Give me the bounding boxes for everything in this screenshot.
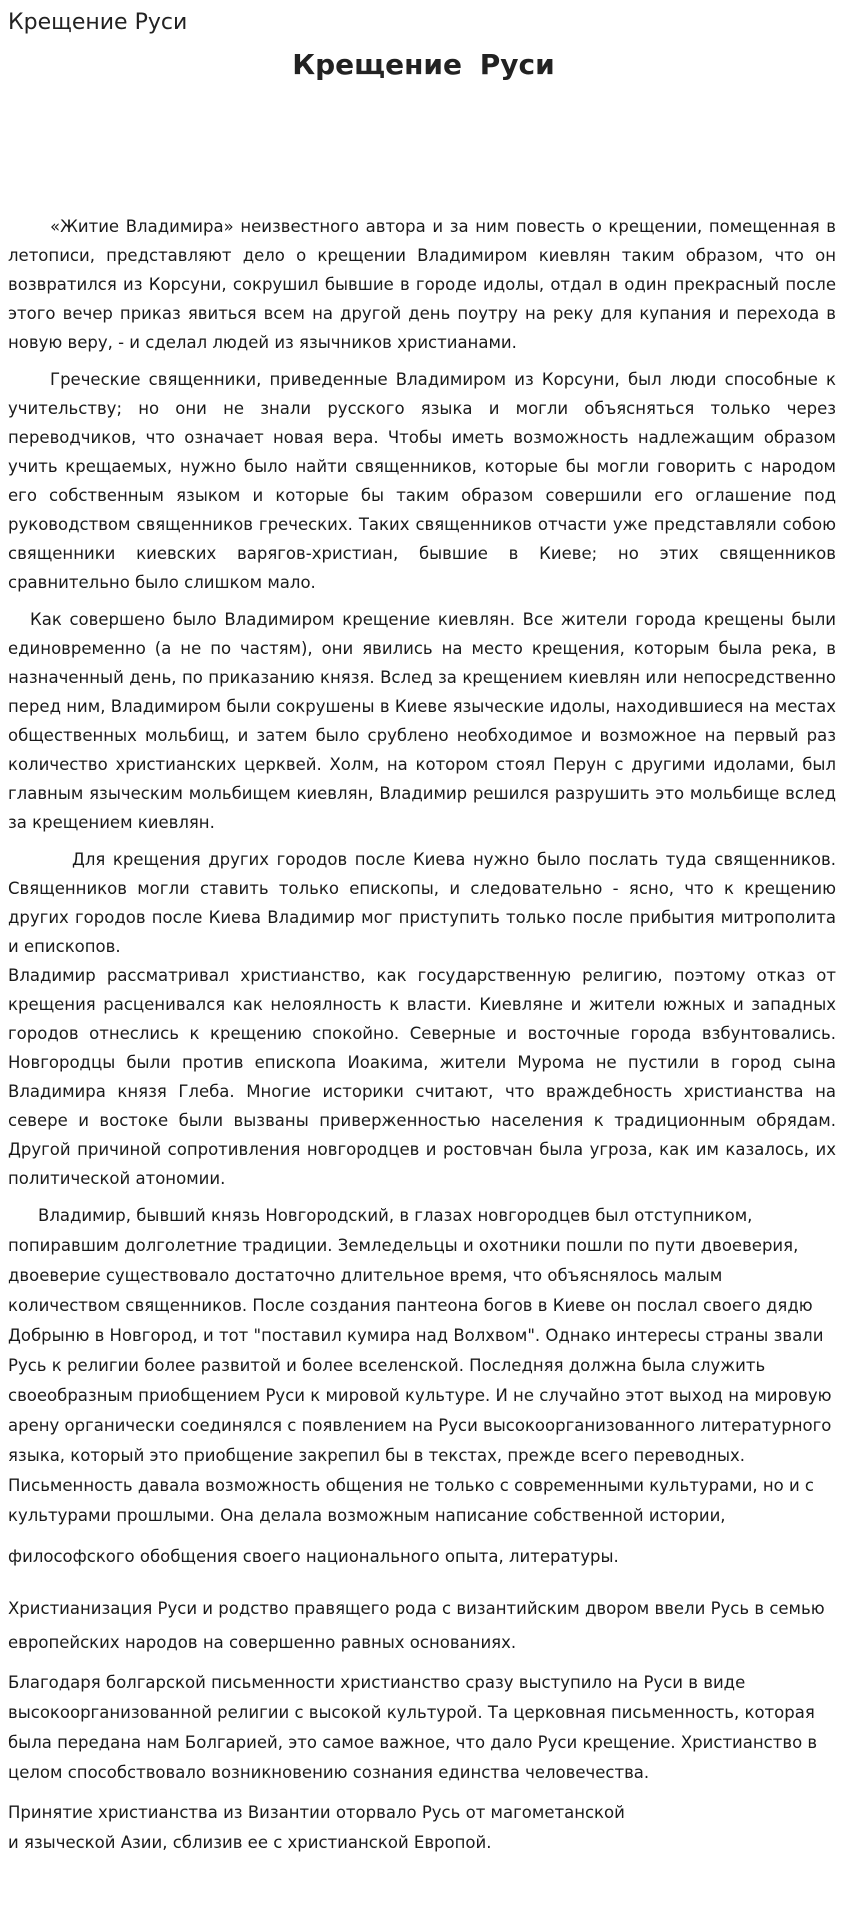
paragraph-5: Владимир рассматривал христианство, как государственную религию, поэтому отказ от крещения расценивался как нелоялность к власти. Киевляне и жители южных и западных городов отнеслись к крещению спокойно. Северные и восточные города взбунтовались. Новгородцы были против епископа Иоакима, жители Мурома не пустили в город сына Владимира князя Глеба. Многие историки считают, что враждебность христианства на севере и востоке были вызваны приверженностью населения к традиционным обрядам. Другой причиной сопротивления новгородцев и ростовчан была угроза, как им казалось, их политической атономии. bbox=[8, 966, 836, 1188]
paragraph-10 bbox=[8, 1798, 836, 1858]
page-title: Крещение Руси bbox=[292, 48, 555, 81]
paragraph-6: Владимир, бывший князь Новгородский, в глазах новгородцев был отступником, попиравшим долголетние традиции. Земледельцы и охотники пошли по пути двоеверия, двоеверие существовало достаточно длительное время, что объяснялось малым количеством священников. После создания пантеона богов в Киеве он послал своего дядю Добрыню в Новгород, и тот "поставил кумира над Волхвом". Однако интересы страны звали Русь к религии более развитой и более вселенской. Последняя должна была служить своеобразным приобщением Руси к мировой культуре. И не случайно этот выход на мировую арену органически соединялся с появлением на Руси высокоорганизованного литературного языка, который это приобщение закрепил бы в текстах, прежде всего переводных. Письменность давала возможность общения не только с современными культурами, но и с культурами прошлыми. Она делала возможным написание собственной истории, bbox=[8, 1206, 832, 1525]
paragraph-2: Греческие священники, приведенные Владимиром из Корсуни, был люди способные к учительству; но они не знали русского языка и могли объясняться только через переводчиков, что означает новая вера. Чтобы иметь возможность надлежащим образом учить крещаемых, нужно было найти священников, которые бы могли говорить с народом его собственным языком и которые бы таким образом совершили его оглашение под руководством священников греческих. Таких священников отчасти уже представляли собою священники киевских варягов-христиан, бывшие в Киеве; но этих священников сравнительно было слишком мало. bbox=[8, 370, 836, 592]
paragraph-4: Для крещения других городов после Киева нужно было послать туда священников. Священников могли ставить только епископы, и следовательно - ясно, что к крещению других городов после Киева Владимир мог приступить только после прибытия митрополита и епископов. bbox=[8, 850, 836, 956]
paragraph-10-line-2: и языческой Азии, сблизив ее с христианской Европой. bbox=[8, 1833, 492, 1852]
article-body bbox=[8, 212, 836, 1858]
paragraph-8: Христианизация Руси и родство правящего рода с византийским двором ввели Русь в семью европейских народов на совершенно равных основаниях. bbox=[8, 1599, 825, 1652]
window-title: Крещение Руси bbox=[8, 10, 188, 35]
paragraph-10-line-1: Принятие христианства из Византии оторвало Русь от магометанской bbox=[8, 1803, 625, 1822]
paragraph-1: «Житие Владимира» неизвестного автора и за ним повесть о крещении, помещенная в летописи, представляют дело о крещении Владимиром киевлян таким образом, что он возвратился из Корсуни, сокрушил бывшие в городе идолы, отдал в один прекрасный после этого вечер приказ явиться всем на другой день поутру на реку для купания и перехода в новую веру, - и сделал людей из язычников христианами. bbox=[8, 217, 836, 352]
paragraph-3: Как совершено было Владимиром крещение киевлян. Все жители города крещены были единовременно (а не по частям), они явились на место крещения, которым была река, в назначенный день, по приказанию князя. Вслед за крещением киевлян или непосредственно перед ним, Владимиром были сокрушены в Киеве языческие идолы, находившиеся на местах общественных мольбищ, и затем было срублено необходимое и возможное на первый раз количество христианских церквей. Холм, на котором стоял Перун с другими идолами, был главным языческим мольбищем киевлян, Владимир решился разрушить это мольбище вслед за крещением киевлян. bbox=[8, 610, 836, 832]
paragraph-9: Благодаря болгарской письменности христианство сразу выступило на Руси в виде высокоорганизованной религии с высокой культурой. Та церковная письменность, которая была передана нам Болгарией, это самое важное, что дало Руси крещение. Христианство в целом способствовало возникновению сознания единства человечества. bbox=[8, 1673, 818, 1782]
paragraph-7: философского обобщения своего национального опыта, литературы. bbox=[8, 1547, 619, 1566]
